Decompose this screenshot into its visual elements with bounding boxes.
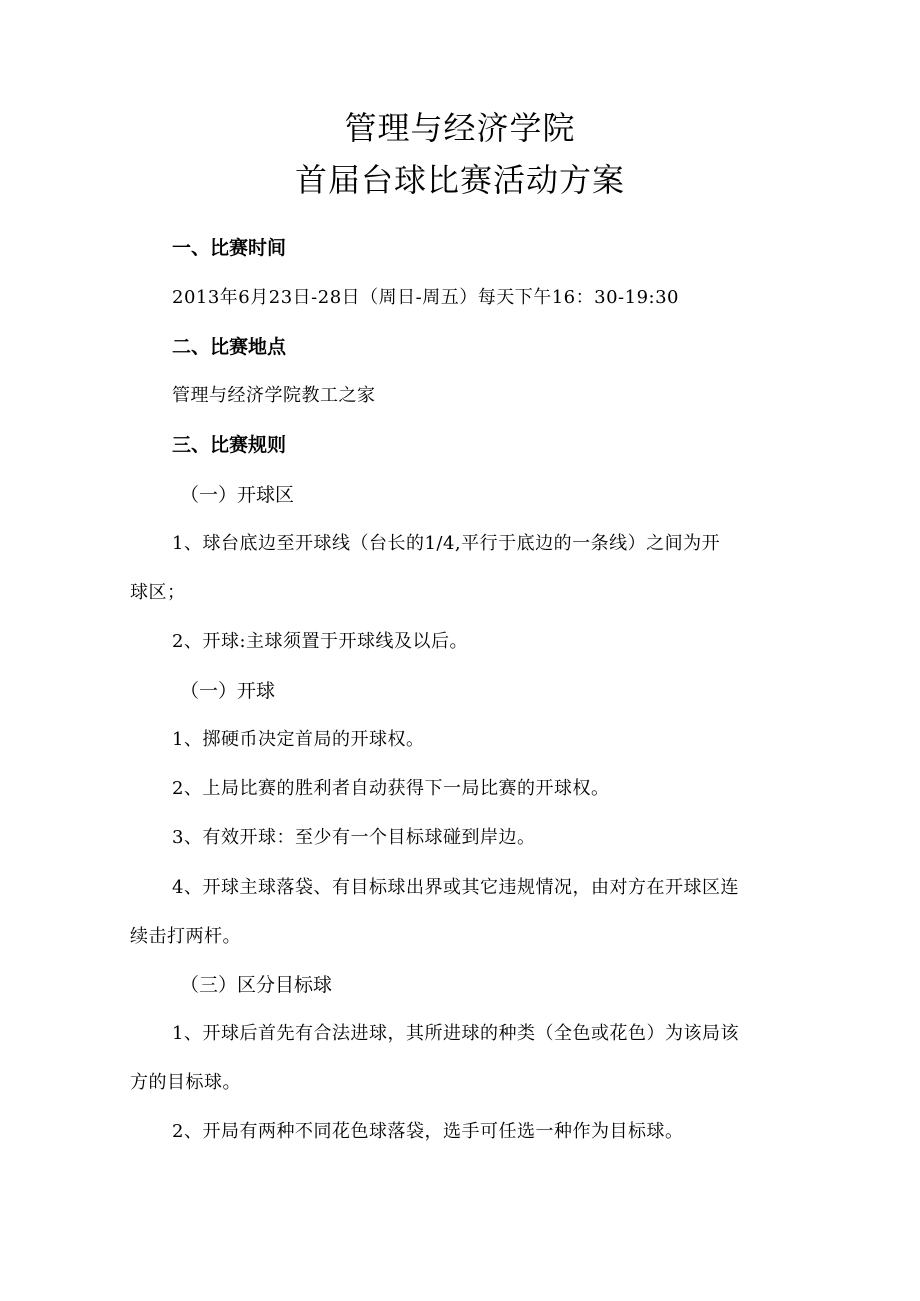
- document-title-line1: 管理与经济学院: [344, 109, 576, 147]
- location-text: 管理与经济学院教工之家: [172, 385, 376, 406]
- break-shot-item2: 2、上局比赛的胜利者自动获得下一局比赛的开球权。: [172, 778, 610, 799]
- break-shot-item4-line1: 4、开球主球落袋、有目标球出界或其它违规情况，由对方在开球区连: [172, 877, 739, 898]
- target-ball-item1-line1: 1、开球后首先有合法进球，其所进球的种类（全色或花色）为该局该: [172, 1023, 739, 1044]
- section-heading-time: 一、比赛时间: [172, 237, 287, 259]
- break-shot-item1: 1、掷硬币决定首局的开球权。: [172, 729, 425, 750]
- target-ball-item1-line2: 方的目标球。: [130, 1072, 241, 1093]
- break-shot-item3: 3、有效开球：至少有一个目标球碰到岸边。: [172, 827, 536, 848]
- section-heading-location: 二、比赛地点: [172, 336, 287, 358]
- break-area-item2: 2、开球:主球须置于开球线及以后。: [172, 631, 469, 652]
- time-text: 2013年6月23日-28日（周日-周五）每天下午16：30-19:30: [172, 287, 679, 308]
- document-title-line2: 首届台球比赛活动方案: [294, 161, 625, 199]
- subsection-heading-break-area: （一）开球区: [180, 484, 295, 506]
- break-area-item1-line1: 1、球台底边至开球线（台长的1/4,平行于底边的一条线）之间为开: [172, 533, 721, 554]
- break-area-item1-line2: 球区；: [130, 582, 186, 603]
- target-ball-item2: 2、开局有两种不同花色球落袋，选手可任选一种作为目标球。: [172, 1121, 684, 1142]
- subsection-heading-break-shot: （一）开球: [180, 680, 276, 702]
- section-heading-rules: 三、比赛规则: [172, 434, 287, 456]
- subsection-heading-target-ball: （三）区分目标球: [180, 974, 333, 996]
- break-shot-item4-line2: 续击打两杆。: [130, 926, 241, 947]
